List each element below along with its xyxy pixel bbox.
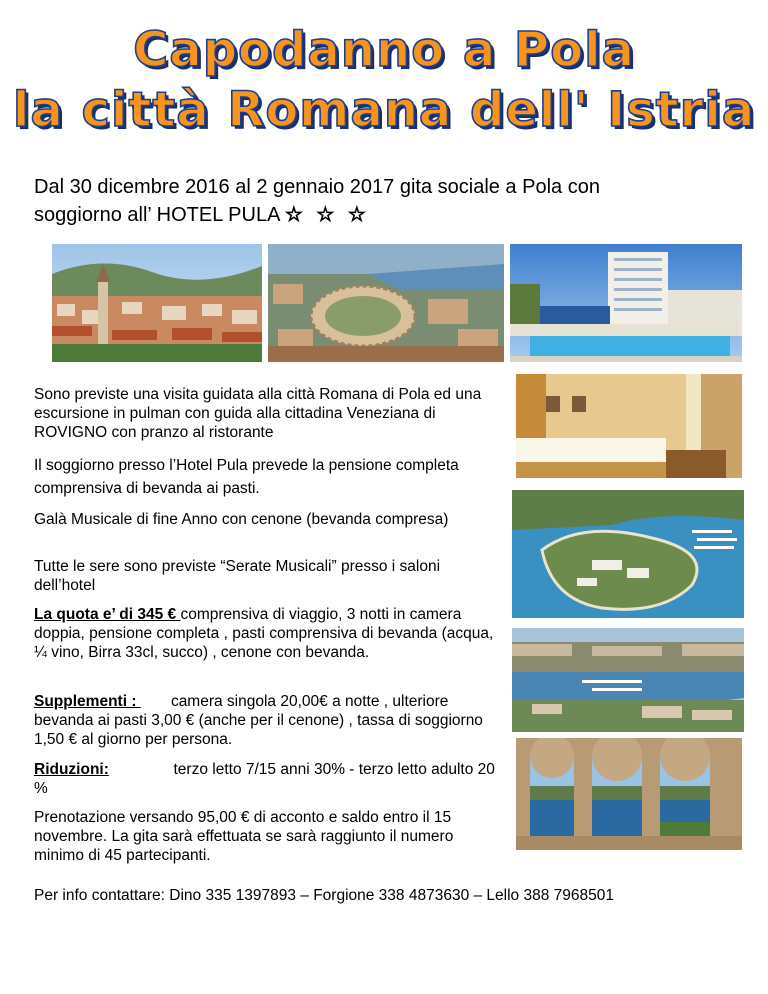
title-line-2: la città Romana dell' Istria	[12, 82, 756, 138]
arches-sea-photo	[516, 738, 742, 850]
title-line-1: Capodanno a Pola	[133, 22, 635, 78]
riduzioni-paragraph	[34, 760, 504, 798]
intro-text	[34, 173, 754, 229]
quota-label: La quota e’ di 345 €	[34, 606, 181, 623]
town-photo	[52, 244, 262, 362]
hotel-stars-icon: ☆ ☆ ☆	[284, 204, 370, 226]
intro-line-1: Dal 30 dicembre 2016 al 2 gennaio 2017 gita sociale a Pola con	[34, 176, 600, 198]
gala-paragraph: Galà Musicale di fine Anno con cenone (bevanda compresa)	[34, 511, 449, 528]
contact-info: Per info contattare: Dino 335 1397893 – Forgione 338 4873630 – Lello 388 7968501	[34, 887, 614, 904]
stay-paragraph: Il soggiorno presso l’Hotel Pula prevede la pensione completa comprensiva di bevanda ai pasti.	[34, 457, 459, 497]
prenotazione-paragraph: Prenotazione versando 95,00 € di acconto e saldo entro il 15 novembre. La gita sarà effettuata se sarà raggiunto il numero minimo di 45 partecipanti.	[34, 809, 454, 864]
supplementi-label: Supplementi :	[34, 693, 141, 710]
supplementi-text: camera singola 20,00€ a notte , ulteriore bevanda ai pasti 3,00 € (anche per il cenone) , tassa di soggiorno 1,50 € al giorno per persona.	[34, 693, 488, 748]
evenings-paragraph: Tutte le sere sono previste “Serate Musicali” presso i saloni dell’hotel	[34, 558, 441, 594]
arena-photo	[268, 244, 504, 362]
supplementi-paragraph	[34, 692, 504, 749]
intro-line-2: soggiorno all’ HOTEL PULA	[34, 204, 280, 226]
riduzioni-text: terzo letto 7/15 anni 30% - terzo letto adulto 20 %	[34, 761, 500, 797]
quota-paragraph	[34, 605, 504, 662]
city-aerial-photo	[512, 628, 744, 732]
visits-paragraph: Sono previste una visita guidata alla città Romana di Pola ed una escursione in pulman con guida alla cittadina Veneziana di ROVIGNO con pranzo al ristorante	[34, 386, 482, 441]
hotel-room-photo	[516, 374, 742, 478]
hotel-photo	[510, 244, 742, 362]
quota-text: comprensiva di viaggio, 3 notti in camera doppia, pensione completa , pasti comprensiva di bevanda (acqua, ¼ vino, Birra 33cl, succo) , cenone con bevanda.	[34, 606, 494, 661]
peninsula-photo	[512, 490, 744, 618]
riduzioni-label: Riduzioni:	[34, 761, 109, 778]
